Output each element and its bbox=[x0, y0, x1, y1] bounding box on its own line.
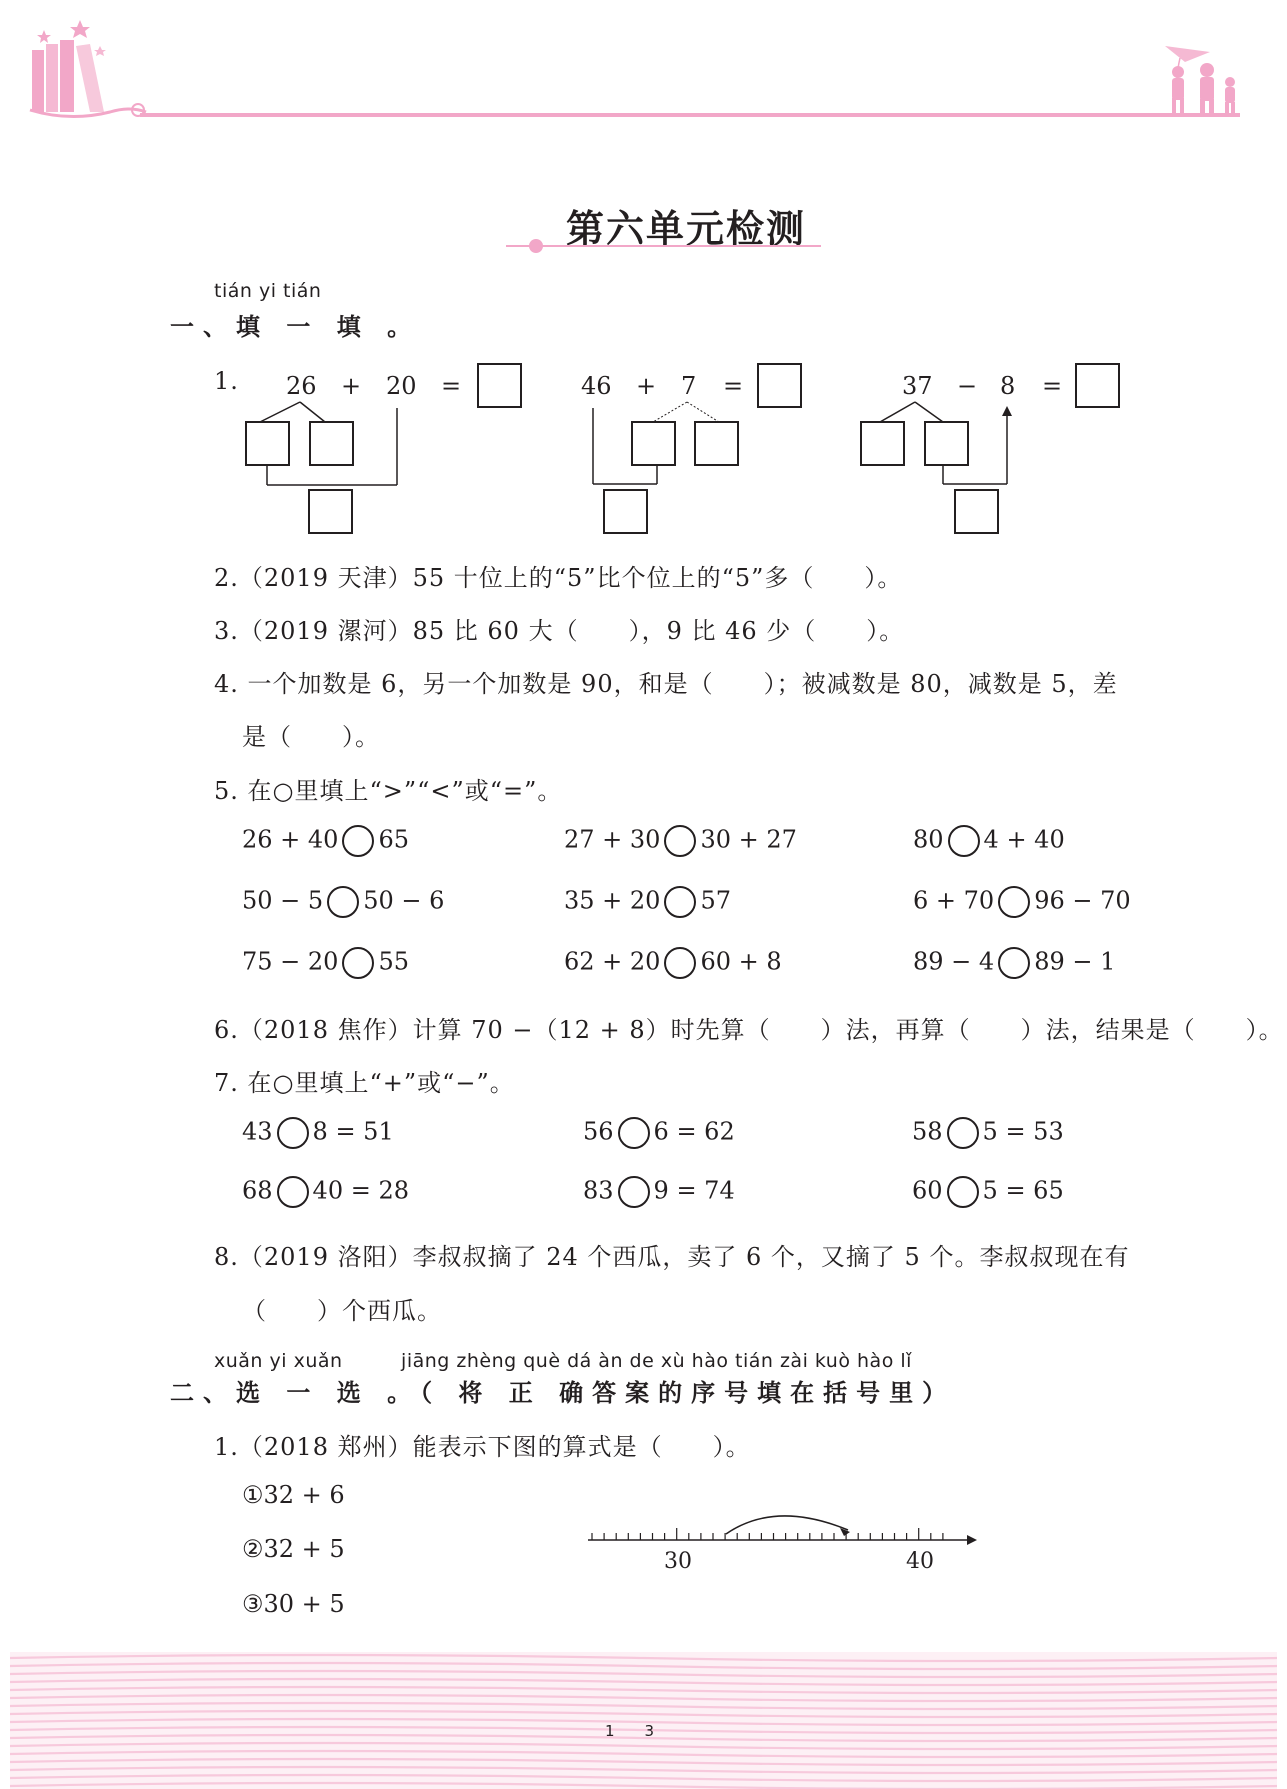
children-kite-icon bbox=[1165, 46, 1235, 115]
q5-item: 89 − 4 89 − 1 bbox=[913, 947, 1115, 979]
q7-text: 7. 在○里填上“+”或“−”。 bbox=[214, 1069, 515, 1097]
q7-item: 56 6 = 62 bbox=[583, 1117, 735, 1149]
q1c-equals: = bbox=[1042, 372, 1063, 400]
s2-q1-text: 1.（2018 郑州）能表示下图的算式是（ ）。 bbox=[214, 1433, 751, 1461]
page-title: 第六单元检测 bbox=[566, 206, 807, 251]
operator-circle[interactable] bbox=[947, 1176, 979, 1208]
operator-circle[interactable] bbox=[947, 1117, 979, 1149]
q1a-split-box-1[interactable] bbox=[245, 421, 290, 466]
header-decoration bbox=[0, 0, 1287, 140]
compare-circle[interactable] bbox=[664, 886, 696, 918]
q1b-operand-a: 46 bbox=[581, 372, 612, 400]
q5-text: 5. 在○里填上“>”“<”或“=”。 bbox=[214, 777, 563, 805]
q1a-split-box-2[interactable] bbox=[309, 421, 354, 466]
q1b-split-box-1[interactable] bbox=[631, 421, 676, 466]
section2-pinyin: xuǎn yi xuǎn jiāng zhèng què dá àn de xù hào tián zài kuò hào lǐ bbox=[214, 1350, 912, 1372]
q1a-equals: = bbox=[441, 372, 462, 400]
q1a-operand-b: 20 bbox=[386, 372, 417, 400]
q7-item: 58 5 = 53 bbox=[912, 1117, 1064, 1149]
q1c-operator: − bbox=[957, 372, 978, 400]
q7-item: 60 5 = 65 bbox=[912, 1176, 1064, 1208]
section1-pinyin: tián yi tián bbox=[214, 280, 322, 302]
section2-heading: 二、选 一 选 。（ 将 正 确答案的序号填在括号里） bbox=[170, 1379, 956, 1407]
compare-circle[interactable] bbox=[664, 825, 696, 857]
q1a-sum-box[interactable] bbox=[308, 489, 353, 534]
q4-text-line1: 4. 一个加数是 6，另一个加数是 90，和是（ ）；被减数是 80，减数是 5，差 bbox=[214, 670, 1118, 698]
compare-circle[interactable] bbox=[664, 947, 696, 979]
q5-item: 27 + 30 30 + 27 bbox=[564, 825, 797, 857]
s2-option-3: ③30 + 5 bbox=[242, 1590, 345, 1618]
s2-option-1: ①32 + 6 bbox=[242, 1481, 345, 1509]
q3-text: 3.（2019 漯河）85 比 60 大（ ），9 比 46 少（ ）。 bbox=[214, 617, 905, 645]
compare-circle[interactable] bbox=[342, 947, 374, 979]
q1b-operator: + bbox=[636, 372, 657, 400]
number-line-ticks bbox=[592, 1528, 943, 1540]
q1b-operand-b: 7 bbox=[681, 372, 697, 400]
q5-item: 50 − 5 50 − 6 bbox=[242, 886, 444, 918]
q1b-sum-box[interactable] bbox=[603, 489, 648, 534]
compare-circle[interactable] bbox=[342, 825, 374, 857]
q2-text: 2.（2019 天津）55 十位上的“5”比个位上的“5”多（ ）。 bbox=[214, 564, 903, 592]
section1-heading: 一、填 一 填 。 bbox=[170, 313, 421, 341]
q6-text: 6.（2018 焦作）计算 70 −（12 + 8）时先算（ ）法，再算（ ）法，结果是（ ）。 bbox=[214, 1016, 1284, 1044]
q5-item: 26 + 40 65 bbox=[242, 825, 409, 857]
q5-item: 80 4 + 40 bbox=[913, 825, 1065, 857]
q7-item: 68 40 = 28 bbox=[242, 1176, 409, 1208]
q7-item: 83 9 = 74 bbox=[583, 1176, 735, 1208]
number-line-label-30: 30 bbox=[664, 1549, 692, 1574]
compare-circle[interactable] bbox=[327, 886, 359, 918]
title-underline bbox=[496, 236, 826, 256]
compare-circle[interactable] bbox=[998, 947, 1030, 979]
operator-circle[interactable] bbox=[277, 1117, 309, 1149]
q5-item: 6 + 70 96 − 70 bbox=[913, 886, 1131, 918]
q1c-answer-box[interactable] bbox=[1075, 363, 1120, 408]
s2-option-2: ②32 + 5 bbox=[242, 1535, 345, 1563]
q1b-answer-box[interactable] bbox=[757, 363, 802, 408]
operator-circle[interactable] bbox=[277, 1176, 309, 1208]
compare-circle[interactable] bbox=[948, 825, 980, 857]
q8-text-line1: 8.（2019 洛阳）李叔叔摘了 24 个西瓜，卖了 6 个，又摘了 5 个。李叔叔现在有 bbox=[214, 1243, 1130, 1271]
operator-circle[interactable] bbox=[618, 1176, 650, 1208]
q8-text-line2: （ ）个西瓜。 bbox=[242, 1297, 442, 1325]
q5-item: 62 + 20 60 + 8 bbox=[564, 947, 782, 979]
q1b-equals: = bbox=[723, 372, 744, 400]
books-logo-icon bbox=[30, 20, 146, 117]
q4-text-line2: 是（ ）。 bbox=[242, 723, 380, 751]
operator-circle[interactable] bbox=[618, 1117, 650, 1149]
q1-number: 1. bbox=[214, 367, 239, 395]
q5-item: 75 − 20 55 bbox=[242, 947, 409, 979]
q1c-split-box-2[interactable] bbox=[924, 421, 969, 466]
q1c-split-box-1[interactable] bbox=[860, 421, 905, 466]
compare-circle[interactable] bbox=[998, 886, 1030, 918]
q1c-result-box[interactable] bbox=[954, 489, 999, 534]
q5-item: 35 + 20 57 bbox=[564, 886, 731, 918]
number-line-label-40: 40 bbox=[906, 1549, 934, 1574]
q1a-answer-box[interactable] bbox=[477, 363, 522, 408]
page-number: 1 3 bbox=[605, 1722, 655, 1740]
q1b-split-box-2[interactable] bbox=[694, 421, 739, 466]
q1c-operand-a: 37 bbox=[902, 372, 933, 400]
q7-item: 43 8 = 51 bbox=[242, 1117, 394, 1149]
q1a-operator: + bbox=[341, 372, 362, 400]
q1a-operand-a: 26 bbox=[286, 372, 317, 400]
q1c-operand-b: 8 bbox=[1000, 372, 1016, 400]
